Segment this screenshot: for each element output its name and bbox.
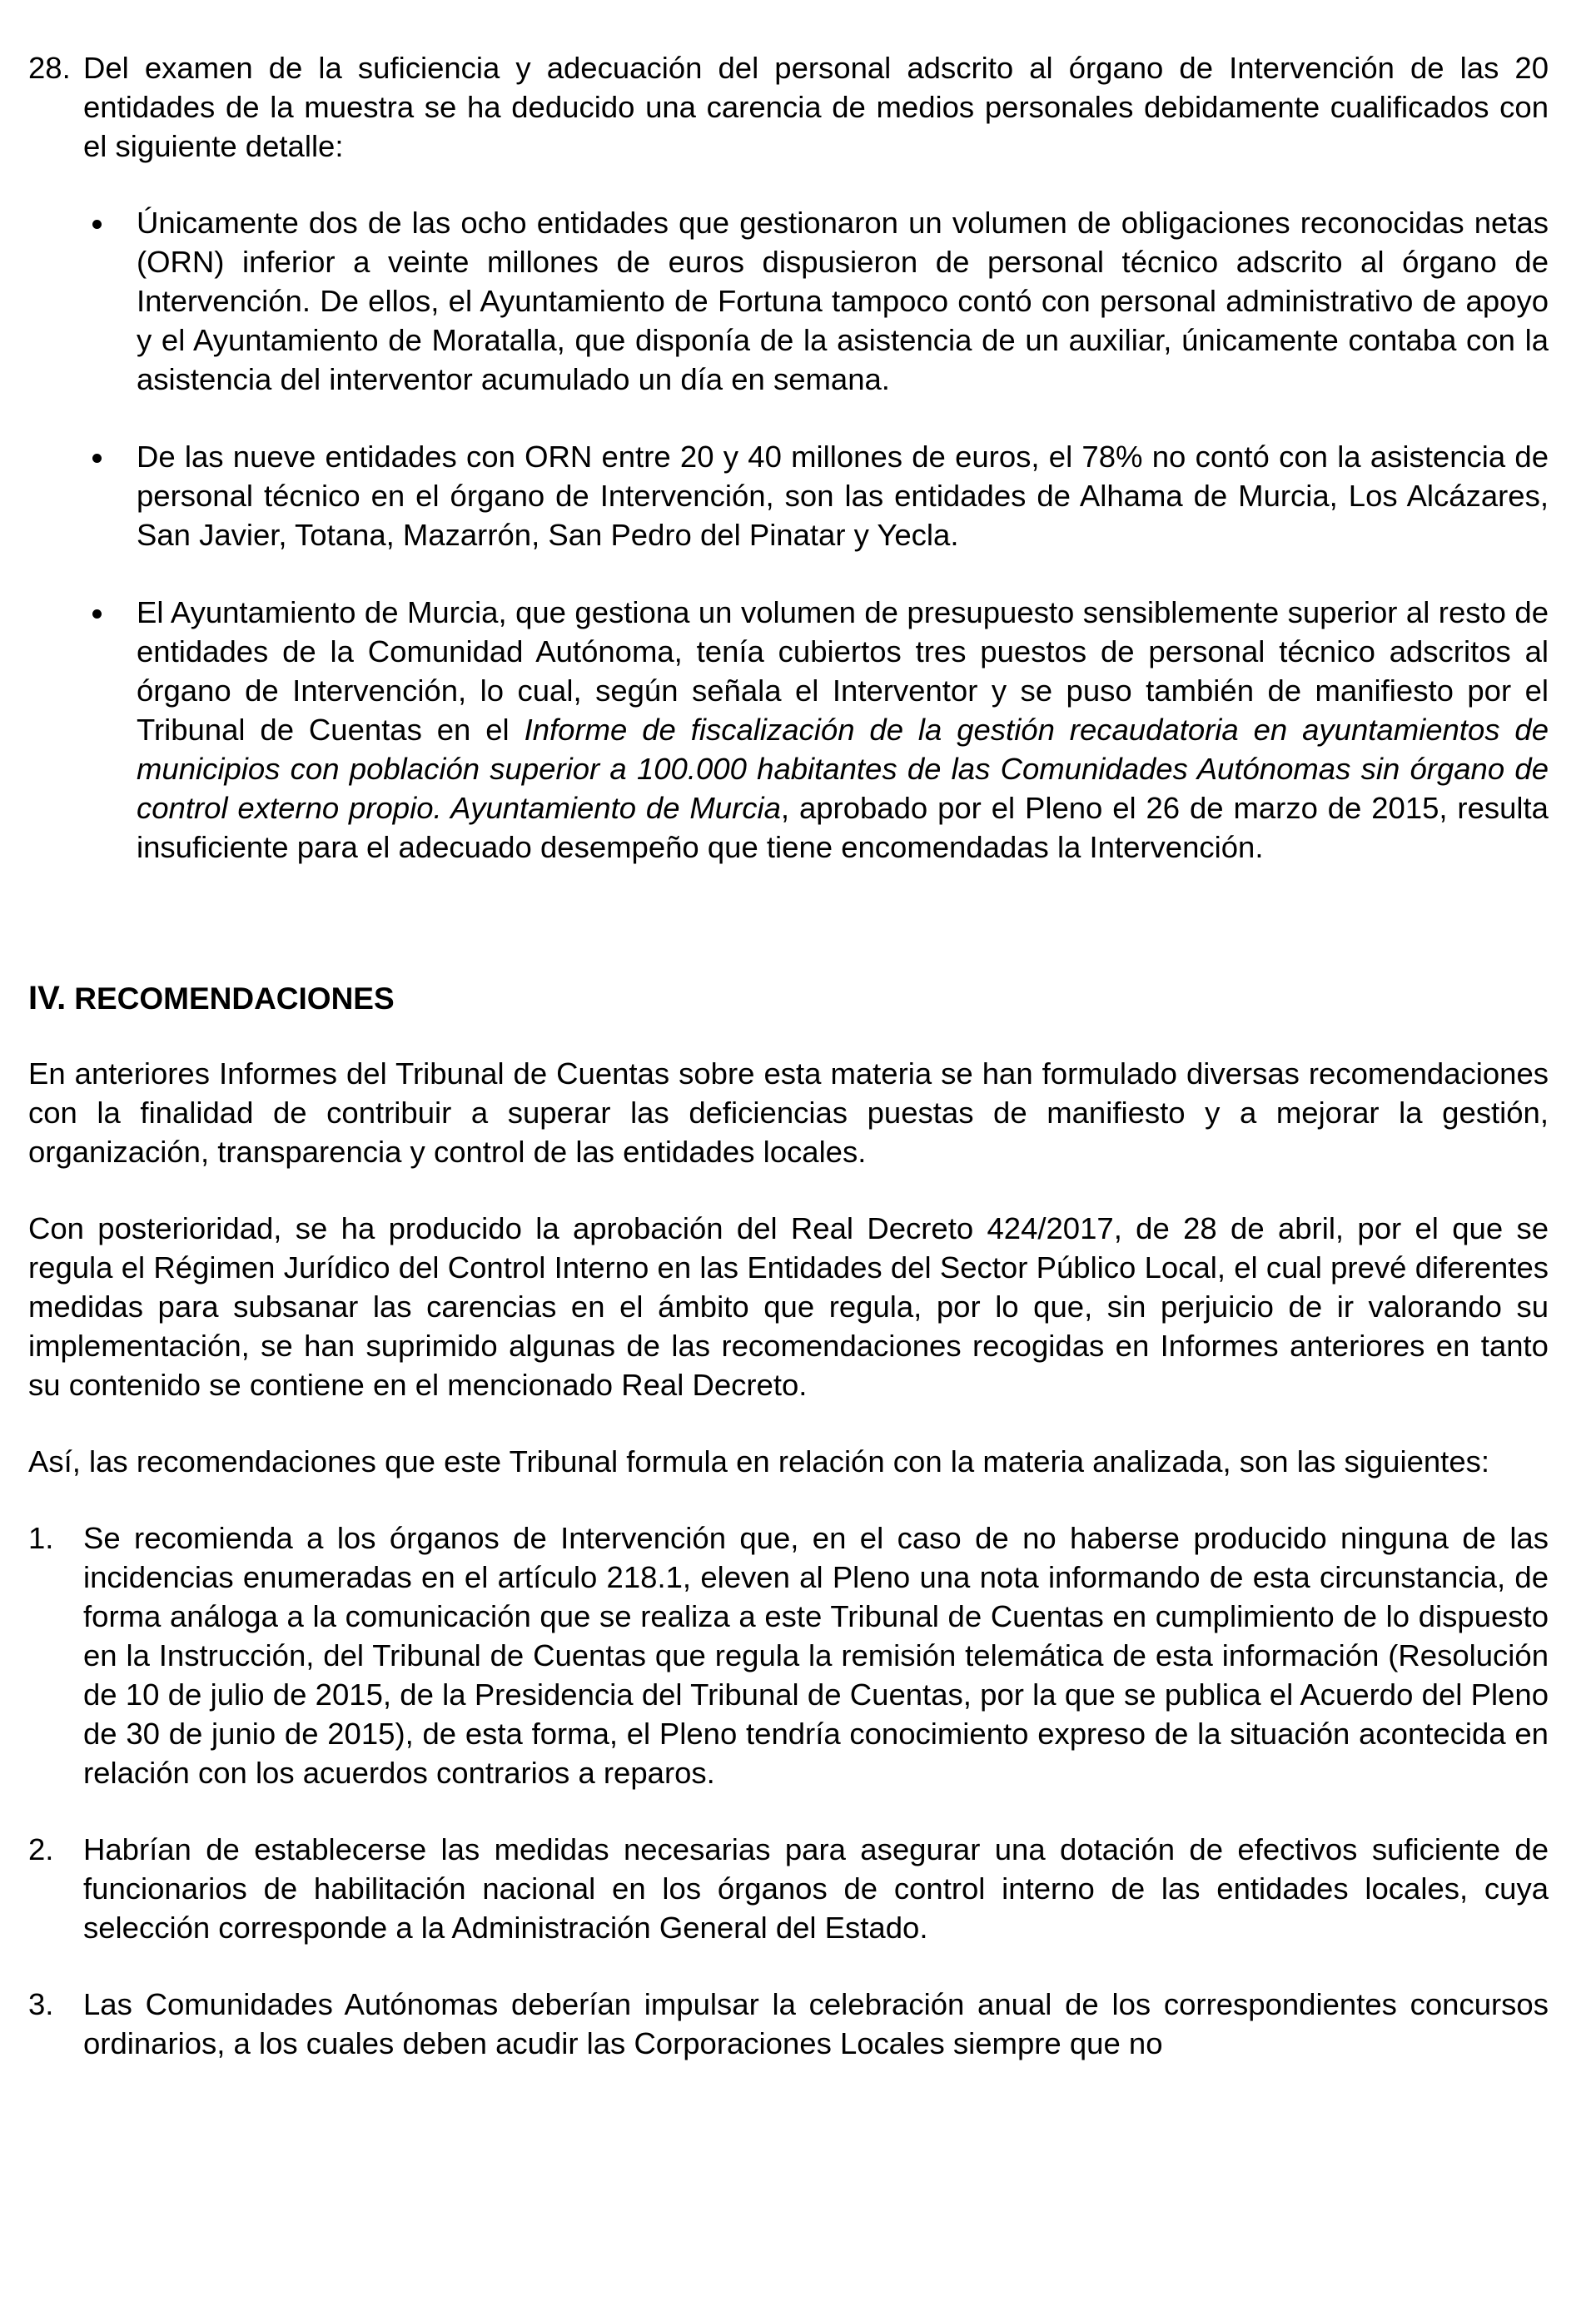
item-number: 28. — [28, 51, 71, 85]
bullet-text-after: , aprobado por el Pleno el 26 de marzo de 2015, resulta insuficiente para el adecuado desempeño que tiene encomendadas la Intervención. — [137, 791, 1549, 864]
recommendations-list — [28, 1518, 1549, 2063]
bullet-icon — [92, 609, 102, 619]
section-number: IV. — [28, 980, 67, 1016]
bullet-icon — [92, 220, 102, 229]
paragraph: En anteriores Informes del Tribunal de Cuentas sobre esta materia se han formulado diversas recomendaciones con la finalidad de contribuir a superar las deficiencias puestas de manifiesto y a mejorar la gestión, organización, transparencia y control de las entidades locales. — [28, 1056, 1549, 1169]
item-text: Las Comunidades Autónomas deberían impulsar la celebración anual de los correspondientes concursos ordinarios, a los cuales deben acudir las Corporaciones Locales siempre que no — [83, 1987, 1549, 2060]
report-title-italic: Informe de fiscalización de la gestión recaudatoria en ayuntamientos de municipios con población superior a 100.000 habitantes de las Comunidades Autónomas sin órgano de control externo propio. Ayuntamiento de Murcia — [137, 713, 1549, 825]
bullet-icon — [92, 454, 102, 463]
item-text: Habrían de establecerse las medidas necesarias para asegurar una dotación de efectivos suficiente de funcionarios de habilitación nacional en los órganos de control interno de las entidades locales, cuya selección corresponde a la Administración General del Estado. — [83, 1832, 1549, 1945]
bullet-text-before: El Ayuntamiento de Murcia, que gestiona un volumen de presupuesto sensiblemente superior al resto de entidades de la Comunidad Autónoma, tenía cubiertos tres puestos de personal técnico adscritos al órgano de Intervención, lo cual, según señala el Interventor y se puso también de manifiesto por el Tribunal de Cuentas en el — [137, 595, 1549, 747]
bullet-text: Únicamente dos de las ocho entidades que gestionaron un volumen de obligaciones reconocidas netas (ORN) inferior a veinte millones de euros dispusieron de personal técnico adscrito al órgano de Intervención. De ellos, el Ayuntamiento de Fortuna tampoco contó con personal administrativo de apoyo y el Ayuntamiento de Moratalla, que disponía de la asistencia de un auxiliar, únicamente contaba con la asistencia del interventor acumulado un día en semana. — [137, 206, 1549, 396]
item-text: Del examen de la suficiencia y adecuación del personal adscrito al órgano de Intervención de las 20 entidades de la muestra se ha deducido una carencia de medios personales debidamente cualificados con el siguiente detalle: — [83, 51, 1549, 163]
bullet-item — [28, 593, 1549, 867]
recommendation-item — [28, 1518, 1549, 1792]
item-text: Se recomienda a los órganos de Intervención que, en el caso de no haberse producido ninguna de las incidencias enumeradas en el artículo 218.1, eleven al Pleno una nota informando de esta circunstancia, de forma análoga a la comunicación que se realiza a este Tribunal de Cuentas en cumplimiento de lo dispuesto en la Instrucción, del Tribunal de Cuentas que regula la remisión telemática de esta información (Resolución de 10 de julio de 2015, de la Presidencia del Tribunal de Cuentas, por la que se publica el Acuerdo del Pleno de 30 de junio de 2015), de esta forma, el Pleno tendría conocimiento expreso de la situación acontecida en relación con los acuerdos contrarios a reparos. — [83, 1521, 1549, 1790]
bullet-list — [28, 203, 1549, 867]
document-page — [28, 48, 1549, 2100]
paragraph-28 — [28, 48, 1549, 166]
bullet-text: De las nueve entidades con ORN entre 20 y 40 millones de euros, el 78% no contó con la asistencia de personal técnico en el órgano de Intervención, son las entidades de Alhama de Murcia, Los Alcázares, San Javier, Totana, Mazarrón, San Pedro del Pinatar y Yecla. — [137, 440, 1549, 552]
paragraph: Así, las recomendaciones que este Tribunal formula en relación con la materia analizada, son las siguientes: — [28, 1444, 1490, 1479]
item-number: 1. — [28, 1521, 54, 1555]
recommendation-item — [28, 1985, 1549, 2063]
section-heading — [28, 979, 1549, 1018]
bullet-item — [28, 437, 1549, 554]
section-title: RECOMENDACIONES — [74, 982, 395, 1016]
item-number: 3. — [28, 1987, 54, 2021]
item-number: 2. — [28, 1832, 54, 1866]
recommendation-item — [28, 1830, 1549, 1947]
paragraph: Con posterioridad, se ha producido la aprobación del Real Decreto 424/2017, de 28 de abril, por el que se regula el Régimen Jurídico del Control Interno en las Entidades del Sector Público Local, el cual prevé diferentes medidas para subsanar las carencias en el ámbito que regula, por lo que, sin perjuicio de ir valorando su implementación, se han suprimido algunas de las recomendaciones recogidas en Informes anteriores en tanto su contenido se contiene en el mencionado Real Decreto. — [28, 1211, 1549, 1402]
bullet-item — [28, 203, 1549, 399]
